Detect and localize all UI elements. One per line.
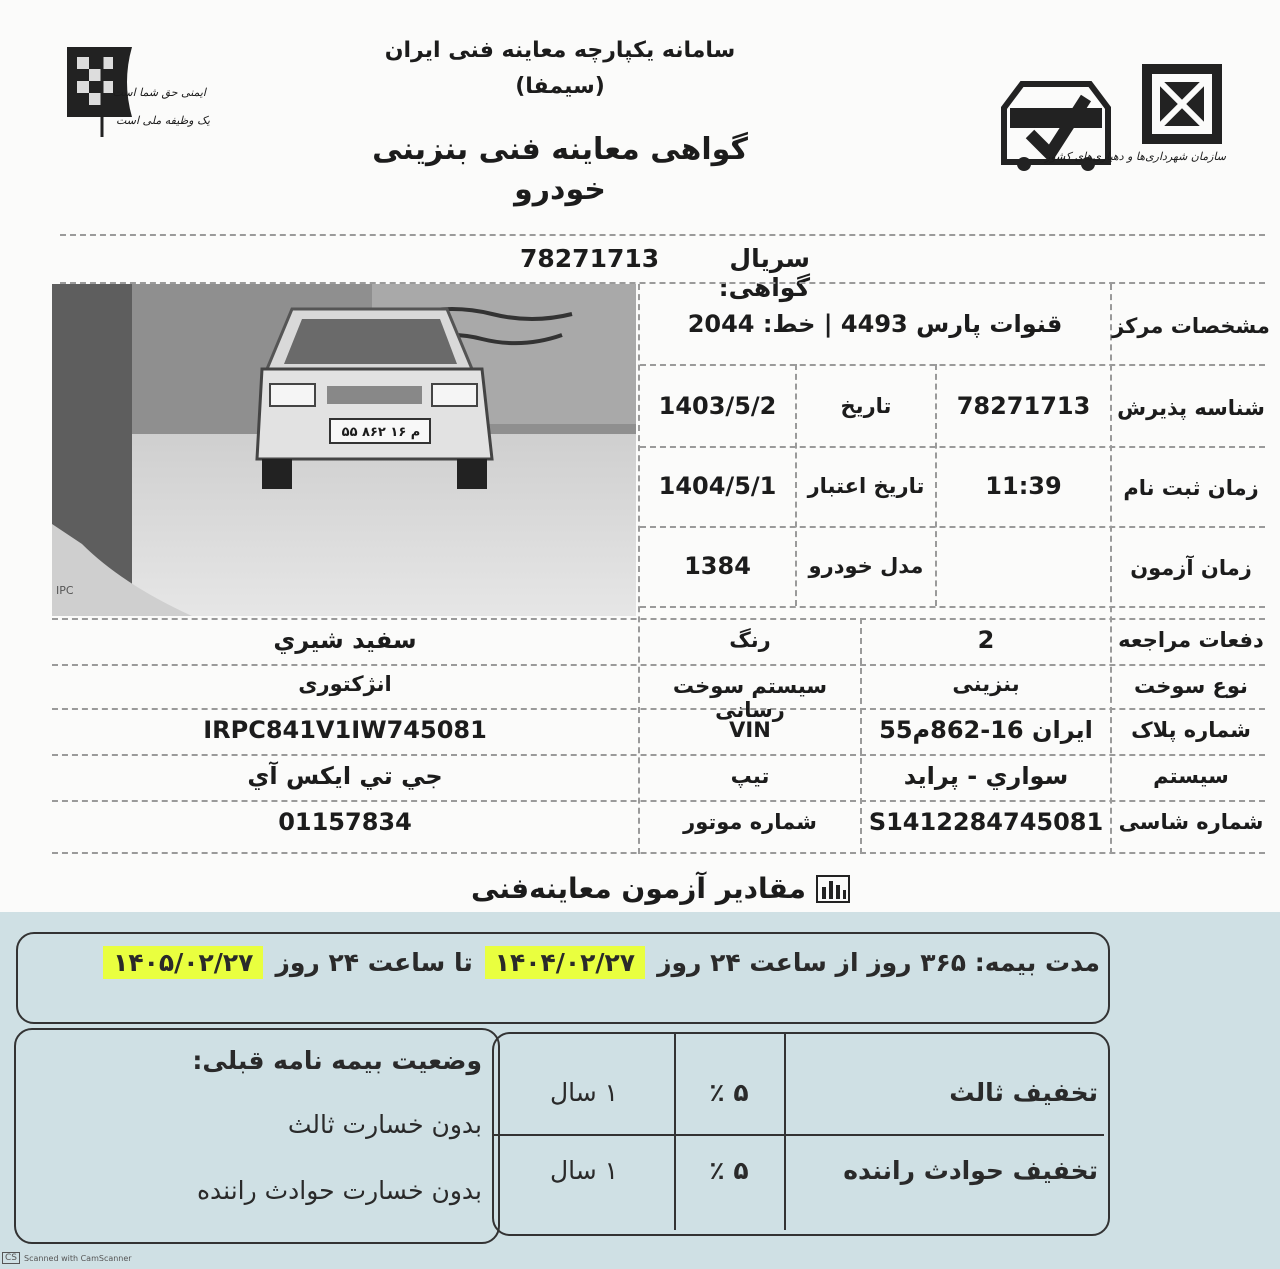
visit-count-value: 2: [977, 626, 995, 654]
insurance-slip: [0, 912, 1280, 1269]
serial-value: 78271713: [520, 244, 660, 273]
vin-value: IRPC841V1IW745081: [203, 716, 487, 744]
date-label: تاریخ: [840, 394, 892, 418]
row-divider: [52, 754, 1265, 756]
system-label: سیستم: [1153, 764, 1229, 788]
registration-time-value: 11:39: [985, 472, 1062, 500]
engine-number-label: شماره موتور: [683, 810, 817, 834]
vehicle-model-label: مدل خودرو: [808, 554, 924, 578]
scanner-text: Scanned with CamScanner: [24, 1253, 132, 1263]
discounts-vline: [674, 1034, 676, 1230]
row-divider: [52, 800, 1265, 802]
row-divider: [52, 664, 1265, 666]
serial-label: سریال گواهی:: [718, 244, 810, 302]
fuel-type-value: بنزینی: [952, 672, 1020, 696]
engine-number-value: 01157834: [278, 808, 412, 836]
discounts-hline: [494, 1134, 1104, 1136]
scanner-badge: [2, 1252, 132, 1264]
center-label: مشخصات مرکز: [1112, 314, 1270, 338]
row-divider: [640, 606, 1265, 608]
row-divider: [640, 526, 1265, 528]
system-name: سامانه یکپارچه معاینه فنی ایران: [384, 38, 736, 63]
scanner-logo: CS: [2, 1252, 20, 1264]
ministry-caption: سازمان شهرداری‌ها و دهیاری‌های کشور: [1045, 150, 1226, 163]
system-abbr: (سیمفا): [515, 74, 605, 99]
row-divider: [52, 618, 1265, 620]
photo-watermark: IPC: [56, 584, 74, 597]
driver-discount-years: ۱ سال: [549, 1156, 619, 1185]
row-divider: [640, 446, 1265, 448]
ministry-emblem: [1140, 62, 1224, 146]
duration-middle: تا ساعت ۲۴ روز: [275, 948, 473, 977]
date-value: 1403/5/2: [658, 392, 777, 420]
center-value: قنوات پارس 4493 | خط: 2044: [687, 310, 1063, 338]
test-section-title: مقادیر آزمون معاینه‌فنی: [471, 872, 806, 905]
insurance-end-date: ۱۴۰۵/۰۲/۲۷: [103, 946, 263, 979]
vehicle-photo: [52, 284, 636, 616]
admission-id-value: 78271713: [956, 392, 1091, 420]
plate-number-label: شماره پلاک: [1131, 718, 1251, 742]
fuel-system-value: انژکتوری: [298, 672, 392, 696]
certificate-title: گواهی معاینه فنی بنزینی: [372, 132, 748, 167]
test-time-label: زمان آزمون: [1130, 556, 1252, 580]
plate-number-value: ایران 16-862م55: [879, 716, 1093, 744]
flag-logo-line1: ایمنی حق شما است: [112, 86, 206, 99]
third-party-discount-label: تخفیف ثالث: [949, 1078, 1098, 1107]
chassis-number-value: S1412284745081: [868, 808, 1104, 836]
fuel-type-label: نوع سوخت: [1134, 674, 1248, 698]
certificate-subtitle: خودرو: [514, 172, 606, 207]
discounts-vline: [784, 1034, 786, 1230]
previous-policy-driver: بدون خسارت حوادث راننده: [196, 1176, 482, 1205]
third-party-discount-percent: ٪ ۵: [709, 1078, 749, 1107]
insurance-start-date: ۱۴۰۴/۰۲/۲۷: [485, 946, 645, 979]
chassis-number-label: شماره شاسی: [1118, 810, 1264, 834]
third-party-discount-years: ۱ سال: [549, 1078, 619, 1107]
admission-id-label: شناسه پذیرش: [1117, 396, 1265, 420]
previous-policy-title: وضعیت بیمه نامه قبلی:: [192, 1046, 482, 1075]
driver-discount-label: تخفیف حوادث راننده: [843, 1156, 1098, 1185]
validity-date-value: 1404/5/1: [658, 472, 777, 500]
validity-date-label: تاریخ اعتبار: [807, 474, 925, 498]
color-value: سفید شیري: [273, 626, 417, 654]
test-section-heading: [440, 872, 850, 905]
vin-label: VIN: [729, 718, 771, 742]
duration-prefix: مدت بیمه: ۳۶۵ روز از ساعت ۲۴ روز: [657, 948, 1100, 977]
registration-time-label: زمان ثبت نام: [1123, 476, 1259, 500]
car-photo-illustration: [52, 284, 636, 616]
row-divider: [52, 852, 1265, 854]
fuel-system-label: سیستم سوخت رسانی: [672, 674, 828, 722]
type-label: تیپ: [730, 764, 770, 788]
previous-policy-third-party: بدون خسارت ثالث: [287, 1110, 482, 1139]
row-divider: [640, 364, 1265, 366]
type-value: جي تي ایکس آي: [247, 762, 443, 790]
photo-plate: ۵۵ ۸۶۲ م ۱۶: [341, 425, 421, 440]
system-value: سواري - پراید: [903, 762, 1069, 790]
color-label: رنگ: [729, 628, 771, 652]
insurance-duration: [30, 946, 1100, 979]
emblem-icon: [1140, 62, 1224, 146]
flag-logo-line2: یک وظیفه ملی است: [115, 114, 210, 127]
vehicle-model-value: 1384: [684, 552, 751, 580]
bar-chart-icon: [816, 875, 850, 903]
driver-discount-percent: ٪ ۵: [709, 1156, 749, 1185]
visit-count-label: دفعات مراجعه: [1118, 628, 1264, 652]
header-divider: [60, 234, 1265, 236]
